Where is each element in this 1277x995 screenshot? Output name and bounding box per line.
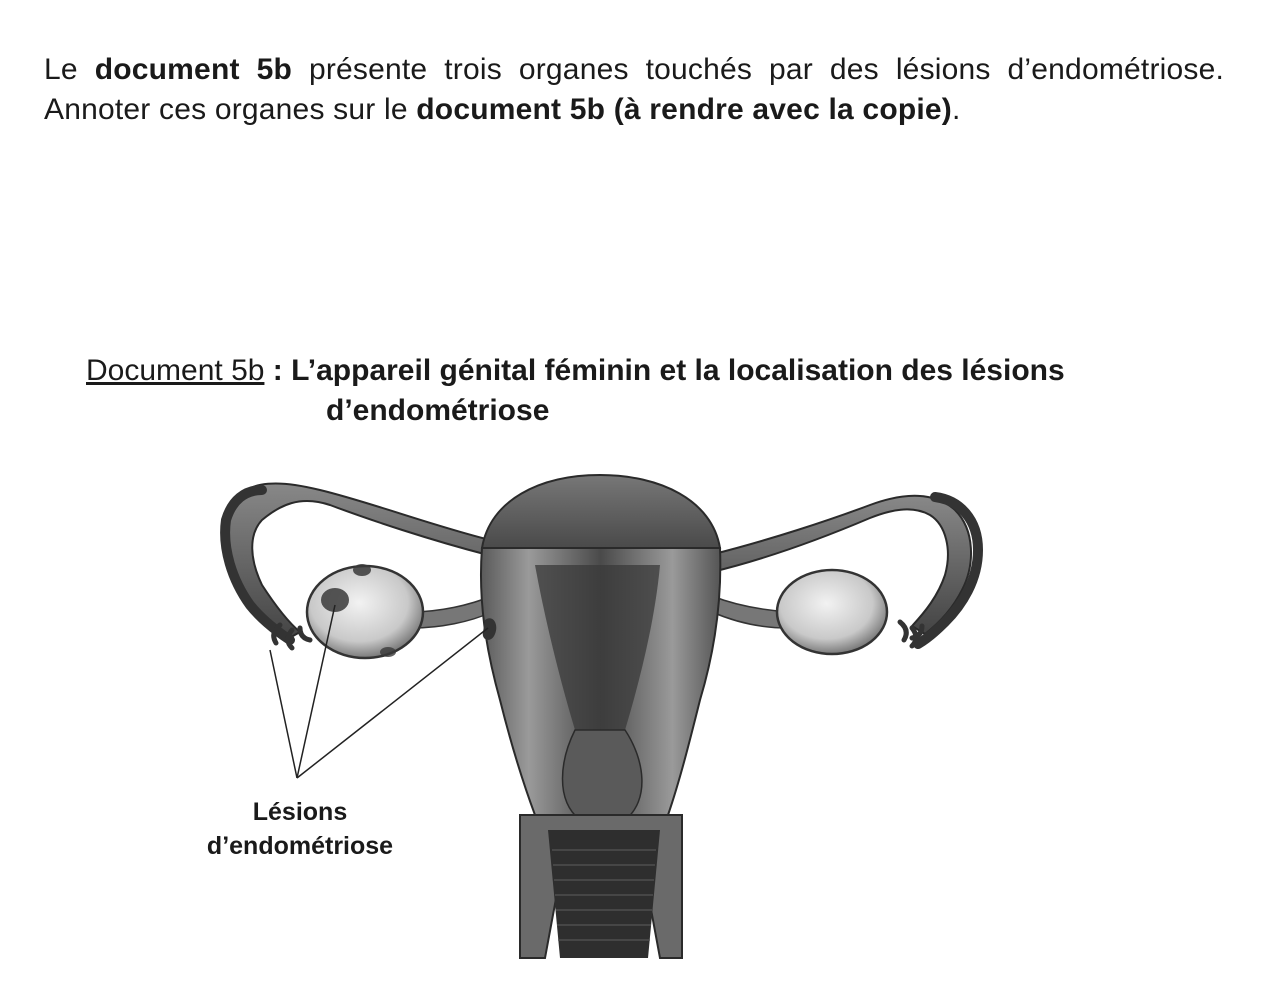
document-label: Document 5b: [86, 354, 265, 387]
cervix: [563, 730, 642, 820]
lesion-label-line1: Lésions: [252, 798, 348, 826]
uterus-fundus: [482, 475, 720, 548]
right-ovary: [777, 570, 887, 654]
document-title-line2: d’endométriose: [326, 394, 550, 427]
vaginal-canal: [548, 830, 660, 958]
left-ovary-lesion-2: [353, 564, 371, 576]
intro-bold-2: document 5b (à rendre avec la copie): [416, 93, 952, 126]
left-ovary: [307, 566, 423, 658]
intro-text-3: .: [951, 93, 961, 126]
intro-text-1: Le: [44, 53, 95, 86]
document-title-separator: :: [264, 354, 292, 387]
lesion-label-line2: d’endométriose: [206, 832, 394, 860]
document-title-line1: L’appareil génital féminin et la localisation des lésions: [291, 354, 1065, 387]
left-ovary-lesion-3: [380, 647, 396, 657]
intro-text-2: présente trois organes touchés par des lésions d’endométriose. Annoter ces organes sur le: [44, 53, 1224, 126]
intro-bold-1: document 5b: [94, 53, 293, 86]
lesion-label: [180, 795, 420, 863]
